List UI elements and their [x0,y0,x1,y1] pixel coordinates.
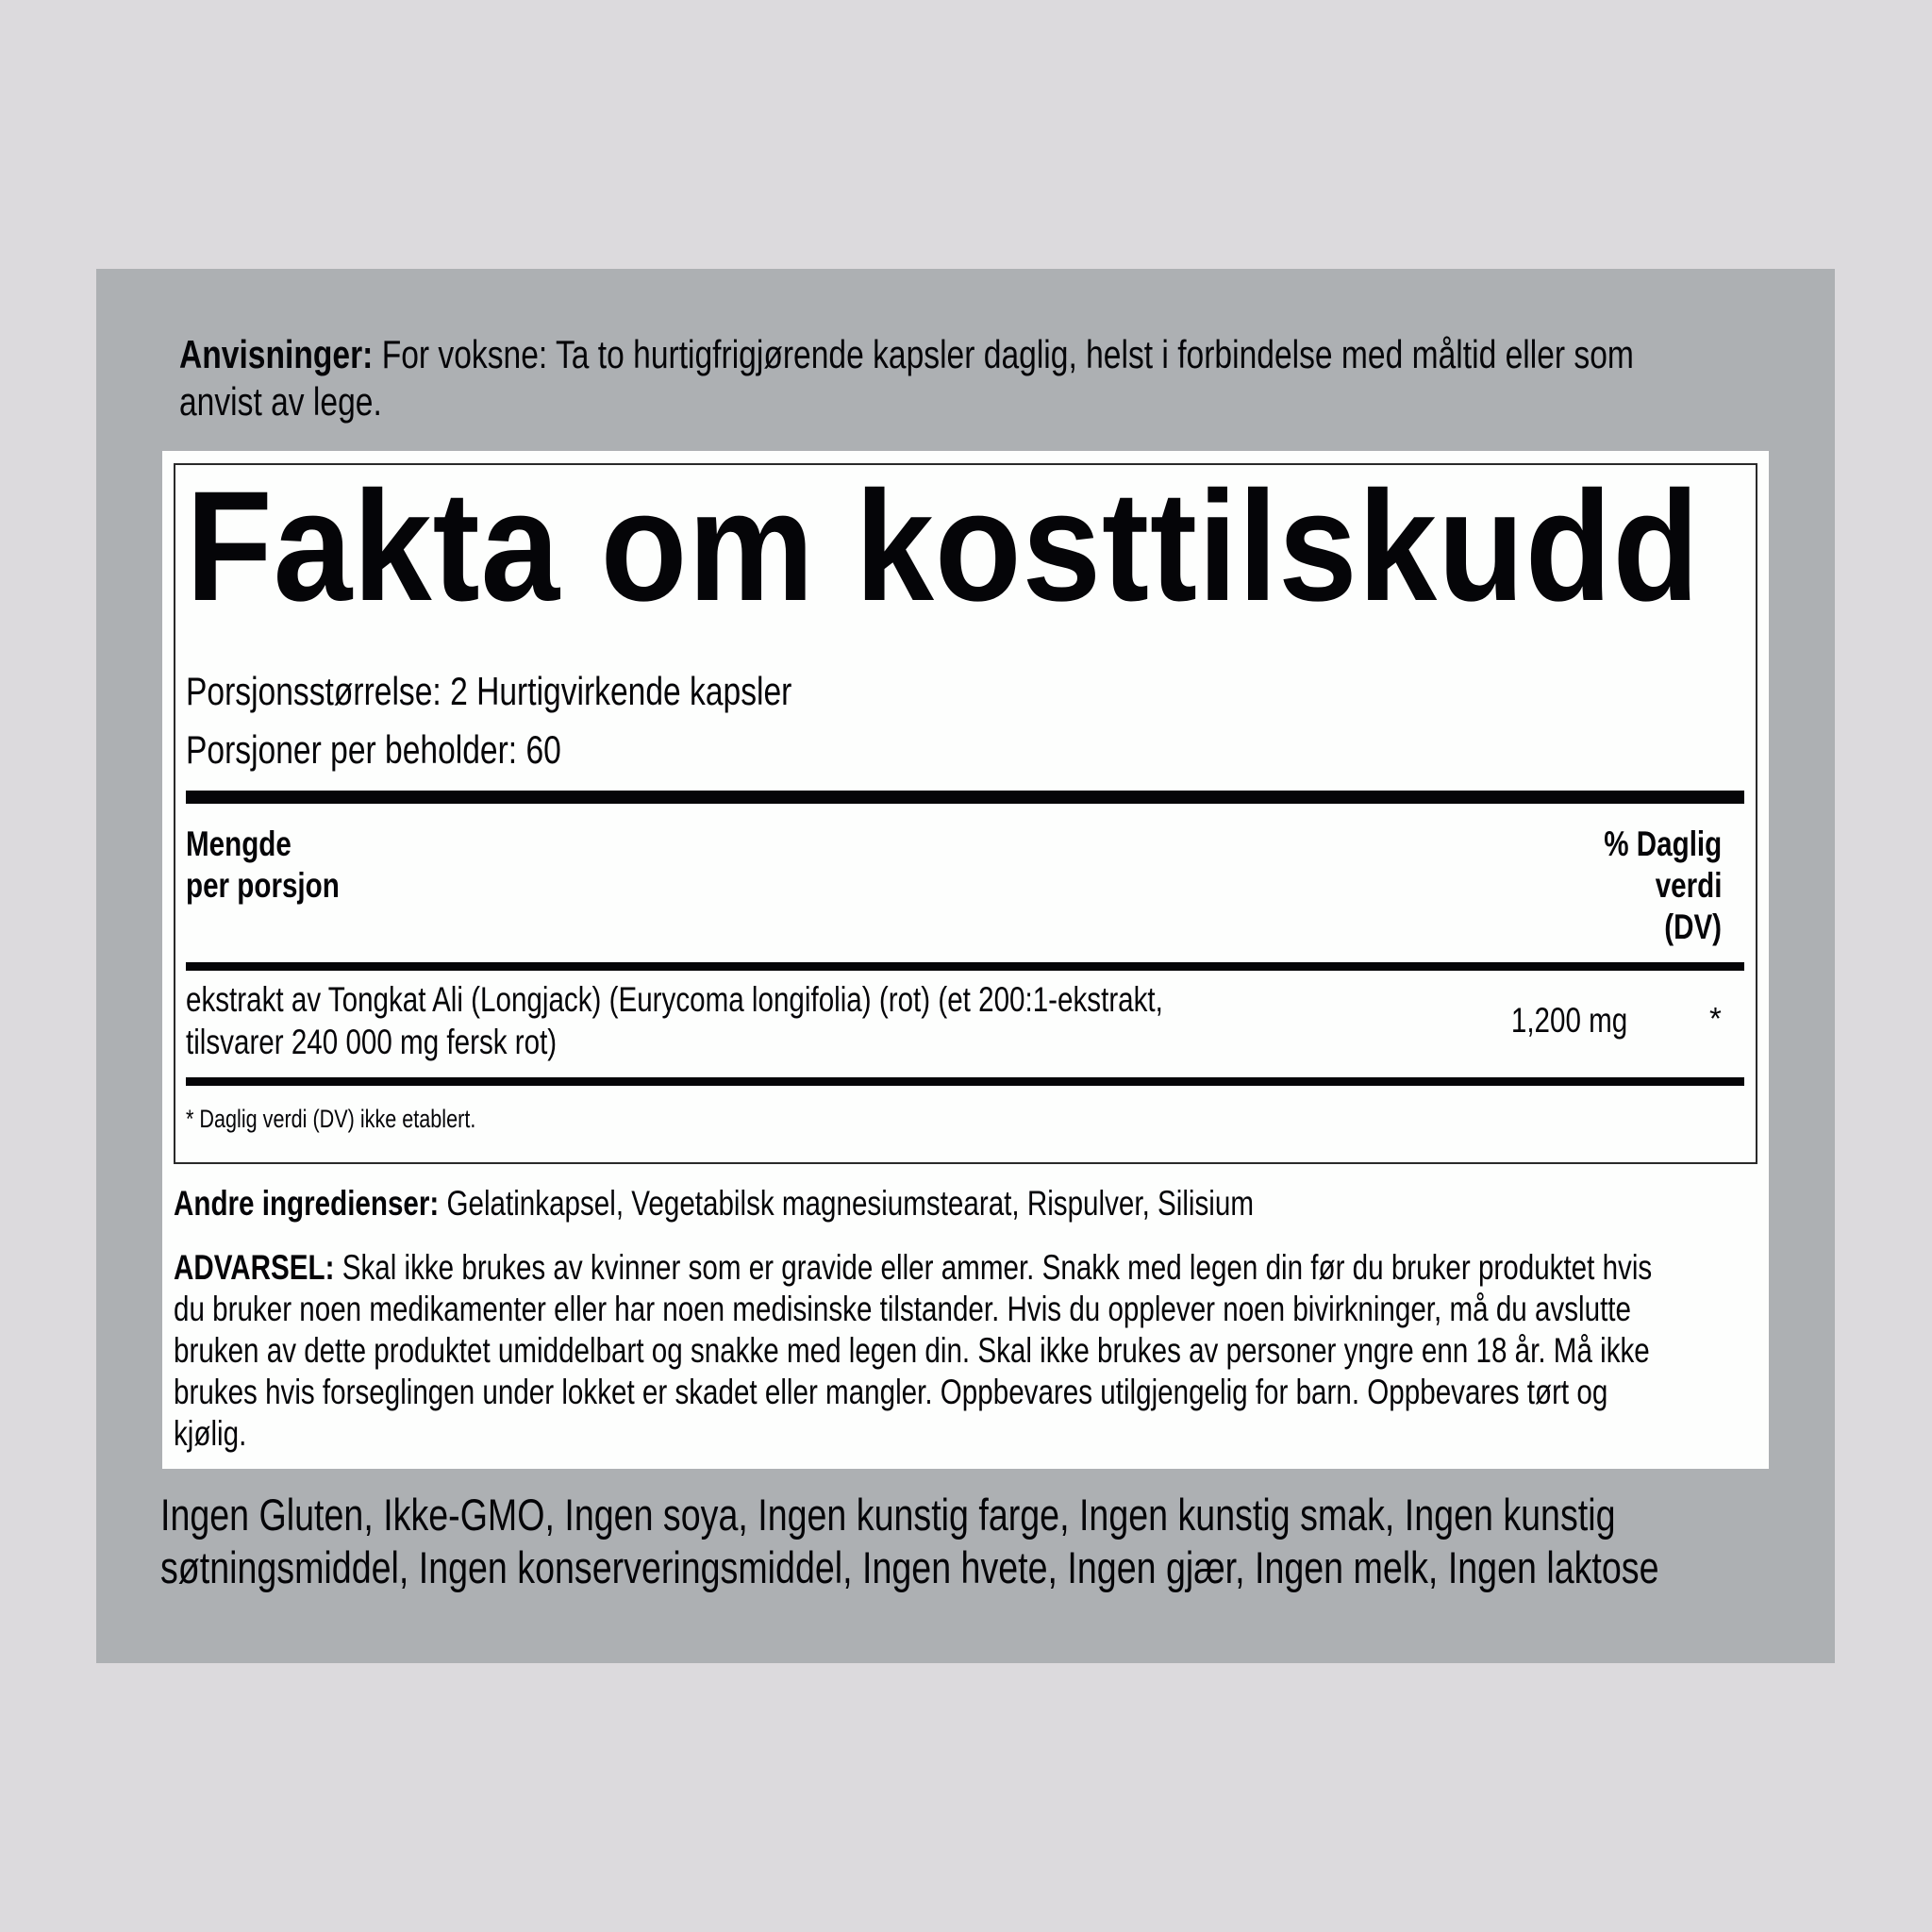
warning-line-1 [174,1250,1652,1285]
medium-rule [186,962,1744,971]
medium-rule-bottom [186,1077,1744,1086]
ingredient-dv: * [1709,1001,1722,1036]
free-from-line-2: søtningsmiddel, Ingen konserveringsmiddel, Ingen hvete, Ingen gjær, Ingen melk, Ingen laktose [160,1542,1659,1592]
warning-line-5: kjølig. [174,1414,247,1453]
directions-text: For voksne: Ta to hurtigfrigjørende kapsler daglig, helst i forbindelse med måltid eller som [373,332,1634,376]
directions-label: Anvisninger: [179,332,374,376]
other-ingredients-label: Andre ingredienser: [174,1184,440,1223]
other-ingredients-text: Gelatinkapsel, Vegetabilsk magnesiumstearat, Rispulver, Silisium [439,1184,1254,1223]
directions-line-1 [179,332,1634,376]
amount-header-line-2: per porsjon [186,866,340,905]
dv-footnote: * Daglig verdi (DV) ikke etablert. [186,1105,476,1133]
warning-line-2: du bruker noen medikamenter eller har noen medisinske tilstander. Hvis du opplever noen bivirkninger, må du avslutte [174,1290,1631,1328]
serving-size: Porsjonsstørrelse: 2 Hurtigvirkende kapsler [186,669,792,713]
warning-line-3: bruken av dette produktet umiddelbart og snakke med legen din. Skal ikke brukes av personer yngre enn 18 år. Må ikke [174,1331,1650,1370]
dv-header-line-1: % Daglig [1604,824,1722,863]
ingredient-amount: 1,200 mg [1510,1001,1627,1040]
thick-rule [186,791,1744,804]
servings-per-container: Porsjoner per beholder: 60 [186,727,561,772]
directions-line-2: anvist av lege. [179,379,382,424]
free-from-line-1: Ingen Gluten, Ikke-GMO, Ingen soya, Ingen kunstig farge, Ingen kunstig smak, Ingen kunstig [160,1490,1616,1540]
ingredient-name-line-1: ekstrakt av Tongkat Ali (Longjack) (Eurycoma longifolia) (rot) (et 200:1-ekstrakt, [186,980,1163,1019]
ingredient-name-line-2: tilsvarer 240 000 mg fersk rot) [186,1023,558,1061]
amount-header-line-1: Mengde [186,824,291,863]
dv-header-line-2: verdi [1655,866,1722,905]
warning-line-4: brukes hvis forseglingen under lokket er skadet eller mangler. Oppbevares utilgjengelig for barn. Oppbevares tørt og [174,1373,1608,1411]
other-ingredients [174,1186,1254,1221]
warning-text-1: Skal ikke brukes av kvinner som er gravide eller ammer. Snakk med legen din før du bruker produktet hvis [334,1248,1653,1287]
warning-label: ADVARSEL: [174,1248,335,1287]
facts-title: Fakta om kosttilskudd [186,459,1701,634]
dv-header-line-3: (DV) [1664,908,1722,946]
